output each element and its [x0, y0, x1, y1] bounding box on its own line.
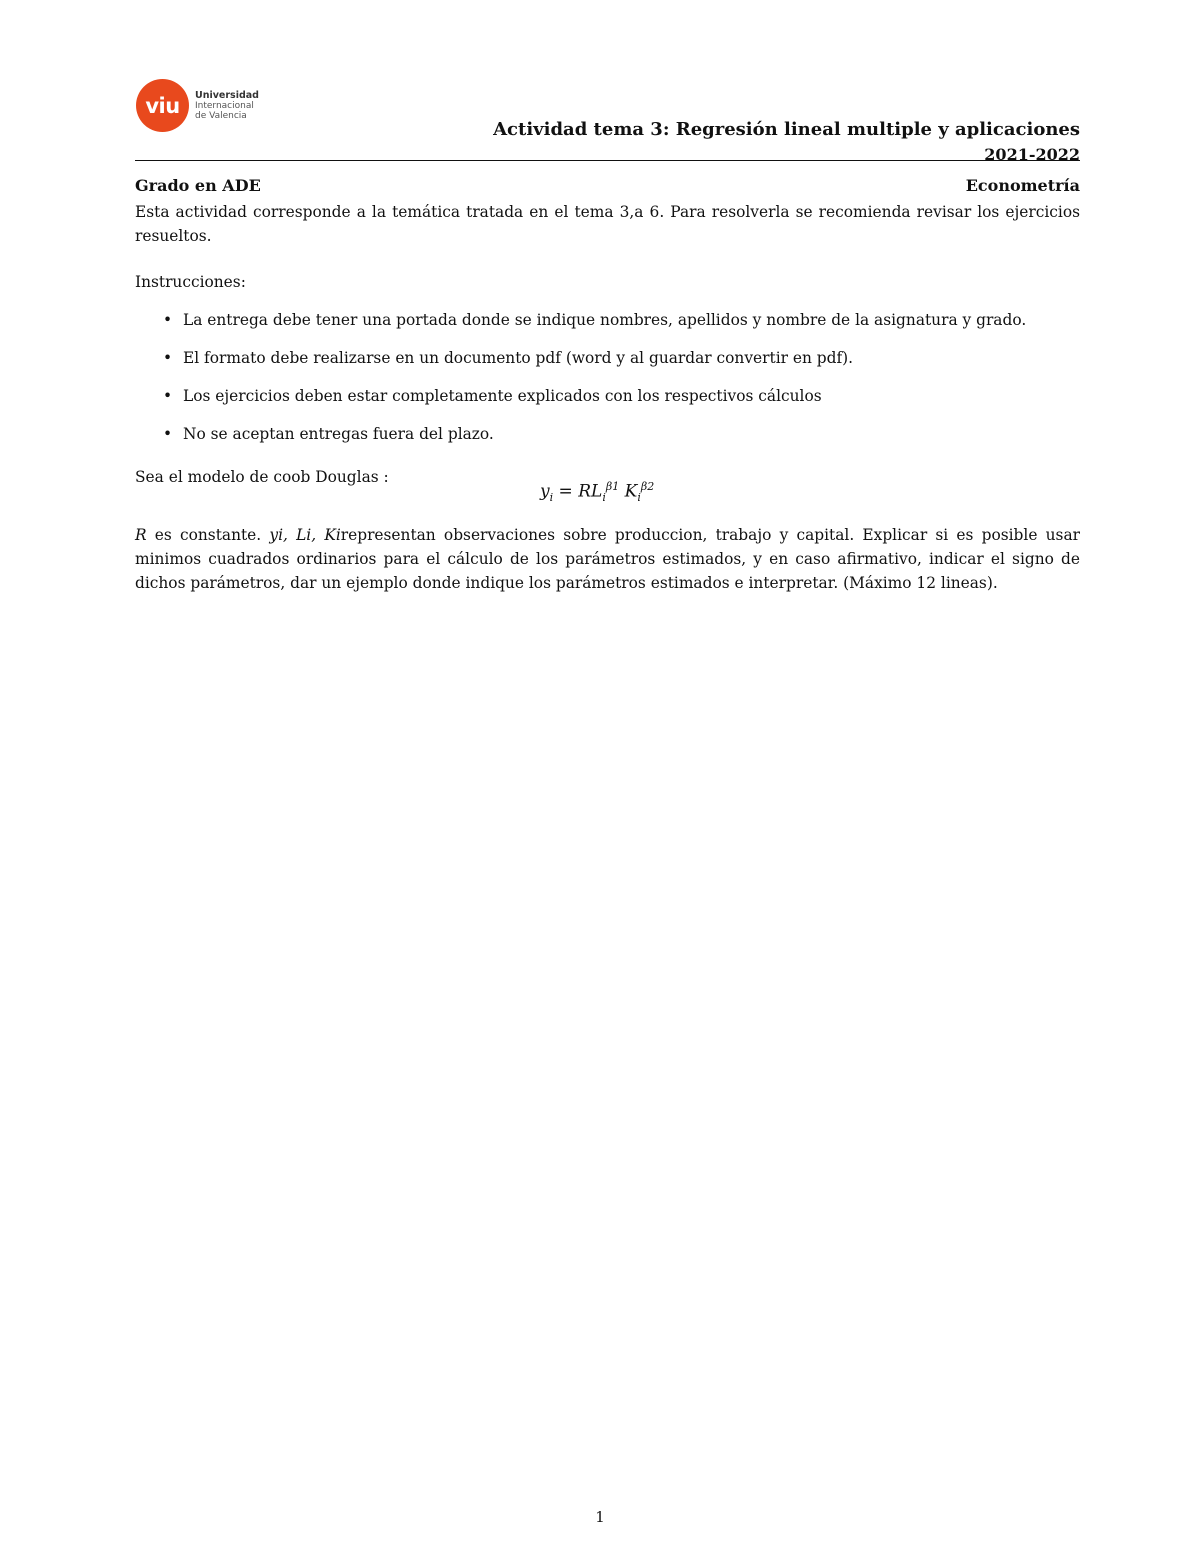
instruction-text: El formato debe realizarse en un documento pdf (word y al guardar convertir en pdf). [183, 349, 854, 367]
bullet-icon: • [163, 349, 173, 367]
activity-title: Actividad tema 3: Regresión lineal multiple y aplicaciones [493, 119, 1080, 140]
subject-label: Econometría [965, 176, 1080, 195]
instructions-heading: Instrucciones: [135, 273, 246, 291]
logo-text [195, 91, 259, 121]
cobb-douglas-formula [540, 480, 654, 504]
bullet-icon: • [163, 425, 173, 443]
bullet-icon: • [163, 311, 173, 329]
logo-line-3: de Valencia [195, 110, 247, 121]
list-item [160, 346, 1090, 370]
formula-var1-sub: i [602, 491, 606, 505]
description-const: es constante. [146, 526, 270, 544]
list-item [160, 308, 1090, 332]
viu-logo-mark: viu [136, 79, 189, 132]
formula-var1-sup: β1 [605, 480, 620, 493]
instruction-text: Los ejercicios deben estar completamente explicados con los respectivos cálculos [183, 387, 822, 405]
bullet-icon: • [163, 387, 173, 405]
formula-var2-sup: β2 [640, 480, 655, 493]
description-prefix: R [135, 526, 147, 544]
header-divider [135, 160, 1080, 161]
exercise-description [135, 523, 1080, 595]
academic-year: 2021-2022 [984, 145, 1080, 164]
instructions-list [160, 308, 1090, 460]
description-body: representan observaciones sobre produccion, trabajo y capital. Explicar si es posible usar minimos cuadrados ordinarios para el cálculo de los parámetros estimados, y en caso afirmativo, indicar el signo de dichos parámetros, dar un ejemplo donde indique los parámetros estimados e interpretar. (Máximo 12 lineas). [135, 526, 1080, 592]
list-item [160, 384, 1090, 408]
formula-var2: K [624, 481, 638, 502]
model-intro: Sea el modelo de coob Douglas : [135, 468, 389, 486]
instruction-text: La entrega debe tener una portada donde se indique nombres, apellidos y nombre de la asignatura y grado. [183, 311, 1027, 329]
degree-label: Grado en ADE [135, 176, 261, 195]
formula-var1: L [591, 481, 603, 502]
logo-line-2: Internacional [195, 100, 254, 111]
formula-const: R [578, 481, 592, 502]
formula-lhs: y [540, 481, 550, 502]
page-number: 1 [595, 1508, 605, 1526]
university-logo [136, 79, 259, 132]
formula-equals: = [558, 481, 573, 502]
formula-lhs-sub: i [549, 491, 554, 505]
intro-paragraph: Esta actividad corresponde a la temática tratada en el tema 3,a 6. Para resolverla se recomienda revisar los ejercicios resueltos. [135, 203, 1080, 245]
formula-var2-sub: i [637, 491, 641, 505]
list-item [160, 422, 1090, 446]
description-vars: yi, Li, Ki [269, 526, 341, 544]
instruction-text: No se aceptan entregas fuera del plazo. [183, 425, 494, 443]
logo-line-1: Universidad [195, 89, 259, 101]
